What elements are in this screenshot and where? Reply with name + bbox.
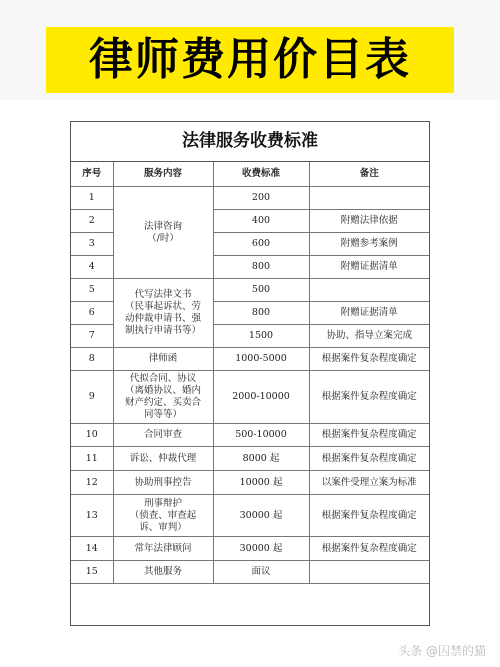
row-no: 1 [71, 187, 113, 210]
table-header-row [71, 162, 429, 187]
fee-table [71, 162, 429, 584]
row-note: 附赠参考案例 [309, 233, 429, 256]
row-no: 4 [71, 256, 113, 279]
row-fee: 400 [213, 210, 309, 233]
row-fee: 800 [213, 302, 309, 325]
table-row [71, 187, 429, 210]
header-banner [0, 0, 500, 100]
row-no: 3 [71, 233, 113, 256]
table-row [71, 537, 429, 561]
row-note: 附赠法律依据 [309, 210, 429, 233]
row-fee: 500-10000 [213, 424, 309, 447]
row-service: 协助刑事控告 [113, 471, 213, 495]
row-note [309, 187, 429, 210]
row-service: 诉讼、仲裁代理 [113, 447, 213, 471]
header-service: 服务内容 [113, 162, 213, 187]
header-fee: 收费标准 [213, 162, 309, 187]
row-fee: 面议 [213, 561, 309, 584]
row-no: 6 [71, 302, 113, 325]
row-note: 根据案件复杂程度确定 [309, 495, 429, 537]
row-note: 根据案件复杂程度确定 [309, 537, 429, 561]
row-fee: 200 [213, 187, 309, 210]
table-row [71, 424, 429, 447]
row-service: 常年法律顾问 [113, 537, 213, 561]
service-writing: 代写法律文书 （民事起诉状、劳 动仲裁申请书、强 制执行申请书等） [113, 279, 213, 348]
row-no: 15 [71, 561, 113, 584]
row-no: 8 [71, 348, 113, 371]
row-no: 10 [71, 424, 113, 447]
table-row [71, 471, 429, 495]
row-fee: 30000 起 [213, 537, 309, 561]
table-row [71, 279, 429, 302]
row-note: 根据案件复杂程度确定 [309, 424, 429, 447]
row-no: 13 [71, 495, 113, 537]
row-note: 根据案件复杂程度确定 [309, 447, 429, 471]
row-service: 律师函 [113, 348, 213, 371]
service-consult: 法律咨询 （/时） [113, 187, 213, 279]
row-service: 刑事辩护 （侦查、审查起 诉、审判） [113, 495, 213, 537]
row-fee: 500 [213, 279, 309, 302]
header-note: 备注 [309, 162, 429, 187]
table-row [71, 495, 429, 537]
row-note: 附赠证据清单 [309, 302, 429, 325]
row-note: 根据案件复杂程度确定 [309, 348, 429, 371]
row-note: 以案件受理立案为标准 [309, 471, 429, 495]
row-service: 其他服务 [113, 561, 213, 584]
row-note: 附赠证据清单 [309, 256, 429, 279]
row-no: 2 [71, 210, 113, 233]
table-row [71, 371, 429, 424]
fee-document [70, 121, 430, 626]
row-service: 合同审查 [113, 424, 213, 447]
row-no: 11 [71, 447, 113, 471]
row-fee: 600 [213, 233, 309, 256]
table-row [71, 447, 429, 471]
row-no: 12 [71, 471, 113, 495]
row-note [309, 561, 429, 584]
document-title: 法律服务收费标准 [71, 122, 429, 162]
table-row [71, 348, 429, 371]
row-no: 9 [71, 371, 113, 424]
row-fee: 2000-10000 [213, 371, 309, 424]
row-no: 7 [71, 325, 113, 348]
row-note: 协助、指导立案完成 [309, 325, 429, 348]
row-no: 5 [71, 279, 113, 302]
banner-title: 律师费用价目表 [46, 27, 454, 93]
row-service: 代拟合同、协议 （离婚协议、婚内 财产约定、买卖合 同等等） [113, 371, 213, 424]
row-fee: 800 [213, 256, 309, 279]
row-fee: 1000-5000 [213, 348, 309, 371]
row-note: 根据案件复杂程度确定 [309, 371, 429, 424]
watermark: 头条 @囚禁的猫 [398, 644, 486, 658]
row-fee: 10000 起 [213, 471, 309, 495]
row-no: 14 [71, 537, 113, 561]
row-note [309, 279, 429, 302]
row-fee: 30000 起 [213, 495, 309, 537]
table-row [71, 561, 429, 584]
row-fee: 1500 [213, 325, 309, 348]
header-no: 序号 [71, 162, 113, 187]
row-fee: 8000 起 [213, 447, 309, 471]
